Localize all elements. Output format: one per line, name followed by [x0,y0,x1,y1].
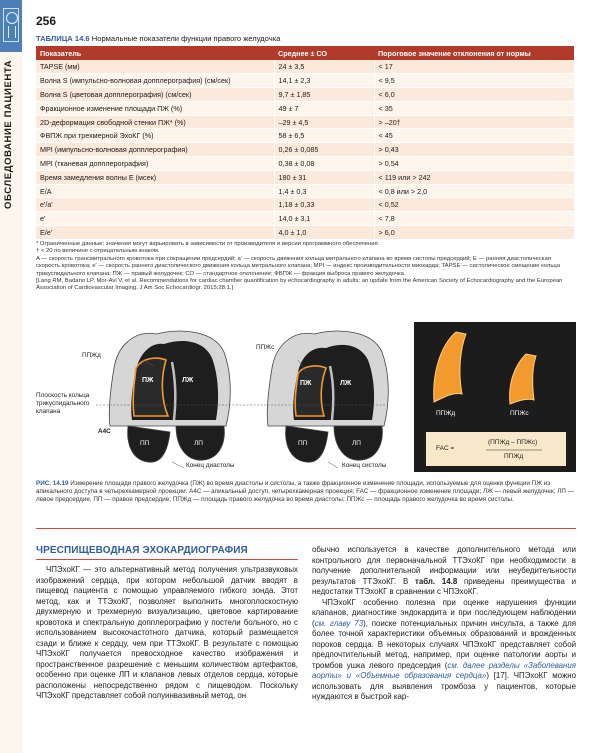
chapter-ref-link[interactable]: см. главу 73 [314,618,364,628]
table-row [36,60,574,74]
caption-text: Измерение площади правого желудочка (ПЖ) во время диастолы и систолы, а также фракционное изменение площади, используемые для оценки функции ПЖ из апикального доступа в четырехкамерной проекции. А4С — апикальный доступ, четырехкамерная проекция; FAC — фракционное изменение площади; ЛЖ — левый желудочек; ЛП — левое предсердие; ПП — правое предсердие; ППЖд — площадь правого желудочка во время диастолы; ППЖс — площадь правого желудочка во время систолы. [36,480,574,503]
cell-mean: 58 ± 6,5 [274,129,374,143]
label-ra-systole: ПП [298,440,308,447]
cell-parameter: 2D-деформация свободной стенки ПЖ* (%) [36,115,274,129]
cell-parameter: Волна S (импульсно-волновая допплерография) (см/сек) [36,74,274,88]
normal-values-table [36,46,574,240]
p3-text-c: ), поиске потенциальных причин инсульта, а также для более точной характеристики объемных образований и врожденных пороков сердца. В некоторых случаях ЧПЭхоКГ представляет собой предпочтительный метод, например, при оценке патологии аорты и тромбов ушка левого предсердия ( [312,618,576,670]
cell-threshold: < 9,5 [374,74,574,88]
label-la-systole: ЛП [352,440,361,447]
table-row [36,184,574,198]
table-row [36,212,574,226]
page-number: 256 [36,14,57,28]
cell-threshold: < 119 или > 242 [374,170,574,184]
caption-label: РИС. 14.19 [36,480,69,487]
side-tab-label: ОБСЛЕДОВАНИЕ ПАЦИЕНТА [3,60,14,210]
cell-mean: 0,38 ± 0,08 [274,157,374,171]
table-row [36,170,574,184]
cell-mean: 1,18 ± 0,33 [274,198,374,212]
cell-threshold: < 35 [374,101,574,115]
chapter-icon [3,8,19,42]
label-pzhd: ППЖд [82,352,101,359]
cell-mean: 24 ± 3,5 [274,60,374,74]
p3-text-e: ) [17]. ЧПЭхоКГ можно использовать для выявления тромбоза у пациентов, которые нуждаются в быстрой кар- [312,671,577,701]
body-paragraph-3 [312,598,576,703]
table-row [36,101,574,115]
body-left-column [36,565,298,702]
table-title [36,34,280,43]
label-annulus-line2: трикуспидального [36,400,90,407]
label-pzhs: ППЖс [256,344,275,351]
cell-threshold: > 0,54 [374,157,574,171]
table-header-row [36,46,574,60]
cell-mean: 14,1 ± 2,3 [274,74,374,88]
inset-label-diastole: ППЖд [436,410,456,417]
inset-label-systole: ППЖс [510,410,529,417]
cell-mean: 14,0 ± 3,1 [274,212,374,226]
table-row [36,115,574,129]
note-dagger: † < 20 по величине с отрицательным знаком. [36,248,160,255]
fac-denominator: ППЖд [504,453,524,460]
figure-caption [36,480,576,504]
label-end-diastole: Конец диастолы [186,462,235,469]
table-row [36,226,574,240]
table-row [36,88,574,102]
fac-numerator: (ППЖд – ППЖс) [488,439,538,446]
body-paragraph-1: ЧПЭхоКГ — это альтернативный метод получения ультразвуковых изображений сердца, при котором небольшой датчик вводят в пищевод пациента с помощью управляемого гибкого зонда. Этот метод, как и ТТЭхоКГ, позволяет выполнить многоплоскостную двухмерную и трехмерную визуализацию, цветовое картирование кровотока и спектральную допплерографию у постели больного, но с использованием высокочастотного датчика, который размещается сзади и ближе к сердцу, чем при ТТЭхоКГ. В результате с помощью ЧПЭхоКГ получается превосходное качество изображения и пространственное разрешение с меньшим количеством артефактов, особенно при оценке ЛП и клапанов левых отделов сердца, которые расположены непосредственно рядом с пищеводом. Поскольку ЧПЭхоКГ представляет собой полуинвазивный метод, он [36,565,298,700]
label-annulus-line1: Плоскость кольца [36,392,90,399]
cell-parameter: Волна S (цветовая допплерография) (см/сек) [36,88,274,102]
heart-systole [267,331,388,462]
label-lv-diastole: ЛЖ [182,377,194,384]
p3-text-a: ЧПЭхоКГ особенно полезна при оценке нарушения функции клапанов, диагностике эндокардита и при последующем наблюдении ( [312,597,576,628]
label-rv-diastole: ПЖ [142,377,154,384]
cell-mean: –29 ± 4,5 [274,115,374,129]
table-row [36,157,574,171]
cell-parameter: e'/a' [36,198,274,212]
cell-parameter: E/A [36,184,274,198]
heart-diagram [36,322,576,472]
heart-diastole [109,331,230,462]
cell-parameter: E/e' [36,226,274,240]
header-parameter: Показатель [36,46,274,60]
cell-threshold: < 6,0 [374,88,574,102]
body-paragraph-2 [312,545,576,598]
label-a4c: А4С [98,428,111,435]
cell-mean: 180 ± 31 [274,170,374,184]
table-label: ТАБЛИЦА 14.6 [36,34,90,43]
cell-parameter: TAPSE (мм) [36,60,274,74]
body-right-column [312,545,576,703]
note-reference: [Lang RM, Badano LP, Mor-Avi V, et al. Recommendations for cardiac chamber quantification by echocardiography in adults: an update from the American Society of Echocardiography and the European Association of Cardiovascular Imaging. J Am Soc Echocardiogr. 2015;28:1.] [36,278,563,292]
table-row [36,74,574,88]
p2-text-a: обычно используется в качестве дополнительного метода или контрольного для первоначальной ТТЭхоКГ при необходимости в получение дополнительной информации или неубедительности результатов ТТЭхоКГ. В [312,545,576,586]
cell-threshold: < 45 [374,129,574,143]
cell-mean: 9,7 ± 1,85 [274,88,374,102]
figure-14-19 [36,322,576,472]
table-row [36,143,574,157]
label-end-systole: Конец систолы [342,462,387,469]
table-title-text: Нормальные показатели функции правого желудочка [91,34,281,43]
cell-mean: 4,0 ± 1,0 [274,226,374,240]
table-row [36,198,574,212]
cell-parameter: Фракционное изменение площади ПЖ (%) [36,101,274,115]
leader-end-diastole [172,462,184,468]
label-lv-systole: ЛЖ [340,380,352,387]
section-ref-link[interactable]: см. далее разделы «Заболевания аорты» и «Объемные образования сердца» [312,660,576,680]
cell-threshold: > 6,0 [374,226,574,240]
side-tab-header [0,0,22,52]
cell-parameter: Время замедления волны Е (мсек) [36,170,274,184]
cell-mean: 0,26 ± 0,085 [274,143,374,157]
table-body [36,60,574,239]
section-divider [36,528,576,529]
cell-threshold: > –20† [374,115,574,129]
cell-parameter: e' [36,212,274,226]
cell-threshold: < 7,8 [374,212,574,226]
table-notes [36,241,576,293]
cell-parameter: ФВПЖ при трехмерной ЭхоКГ (%) [36,129,274,143]
cell-threshold: < 0,52 [374,198,574,212]
table-ref-link[interactable]: табл. 14.8 [414,576,458,586]
header-threshold: Пороговое значение отклонения от нормы [374,46,574,60]
fac-label: FAC = [436,445,455,452]
cell-threshold: > 0,43 [374,143,574,157]
label-annulus-line3: клапана [36,408,61,415]
label-la-diastole: ЛП [194,440,203,447]
cell-parameter: MPI (тканевая допплерография) [36,157,274,171]
note-abbreviations: A — скорость трансмитрального кровотока при сокращении предсердий; a' — скорость движения кольца митрального клапана во время систолы предсердий; Е — ранняя диастолическая скорость кровотока; е' — скорость раннего диастолического движения кольца митрального клапана; MPI — индекс производительности миокарда; TAPSE — систолическое смещение кольца трикуспидального клапана; ПЖ — правый желудочек; СО — стандартное отклонение; ФВПЖ — фракция выброса правого желудочка. [36,255,561,277]
note-asterisk: * Ограниченные данные; значения могут варьировать в зависимости от производителя и версии программного обеспечения. [36,241,380,247]
section-heading: ЧРЕСПИЩЕВОДНАЯ ЭХОКАРДИОГРАФИЯ [36,545,298,560]
cell-threshold: < 17 [374,60,574,74]
header-mean: Среднее ± СО [274,46,374,60]
cell-threshold: < 0,8 или > 2,0 [374,184,574,198]
leader-end-systole [328,462,338,468]
label-rv-systole: ПЖ [300,380,312,387]
cell-mean: 49 ± 7 [274,101,374,115]
label-ra-diastole: ПП [140,440,150,447]
cell-mean: 1,4 ± 0,3 [274,184,374,198]
cell-parameter: MPI (импульсно-волновая допплерография) [36,143,274,157]
table-row [36,129,574,143]
p2-text-c: приведены преимущества и недостатки ТТЭхоКГ в сравнении с ЧПЭхоКГ. [312,576,577,596]
